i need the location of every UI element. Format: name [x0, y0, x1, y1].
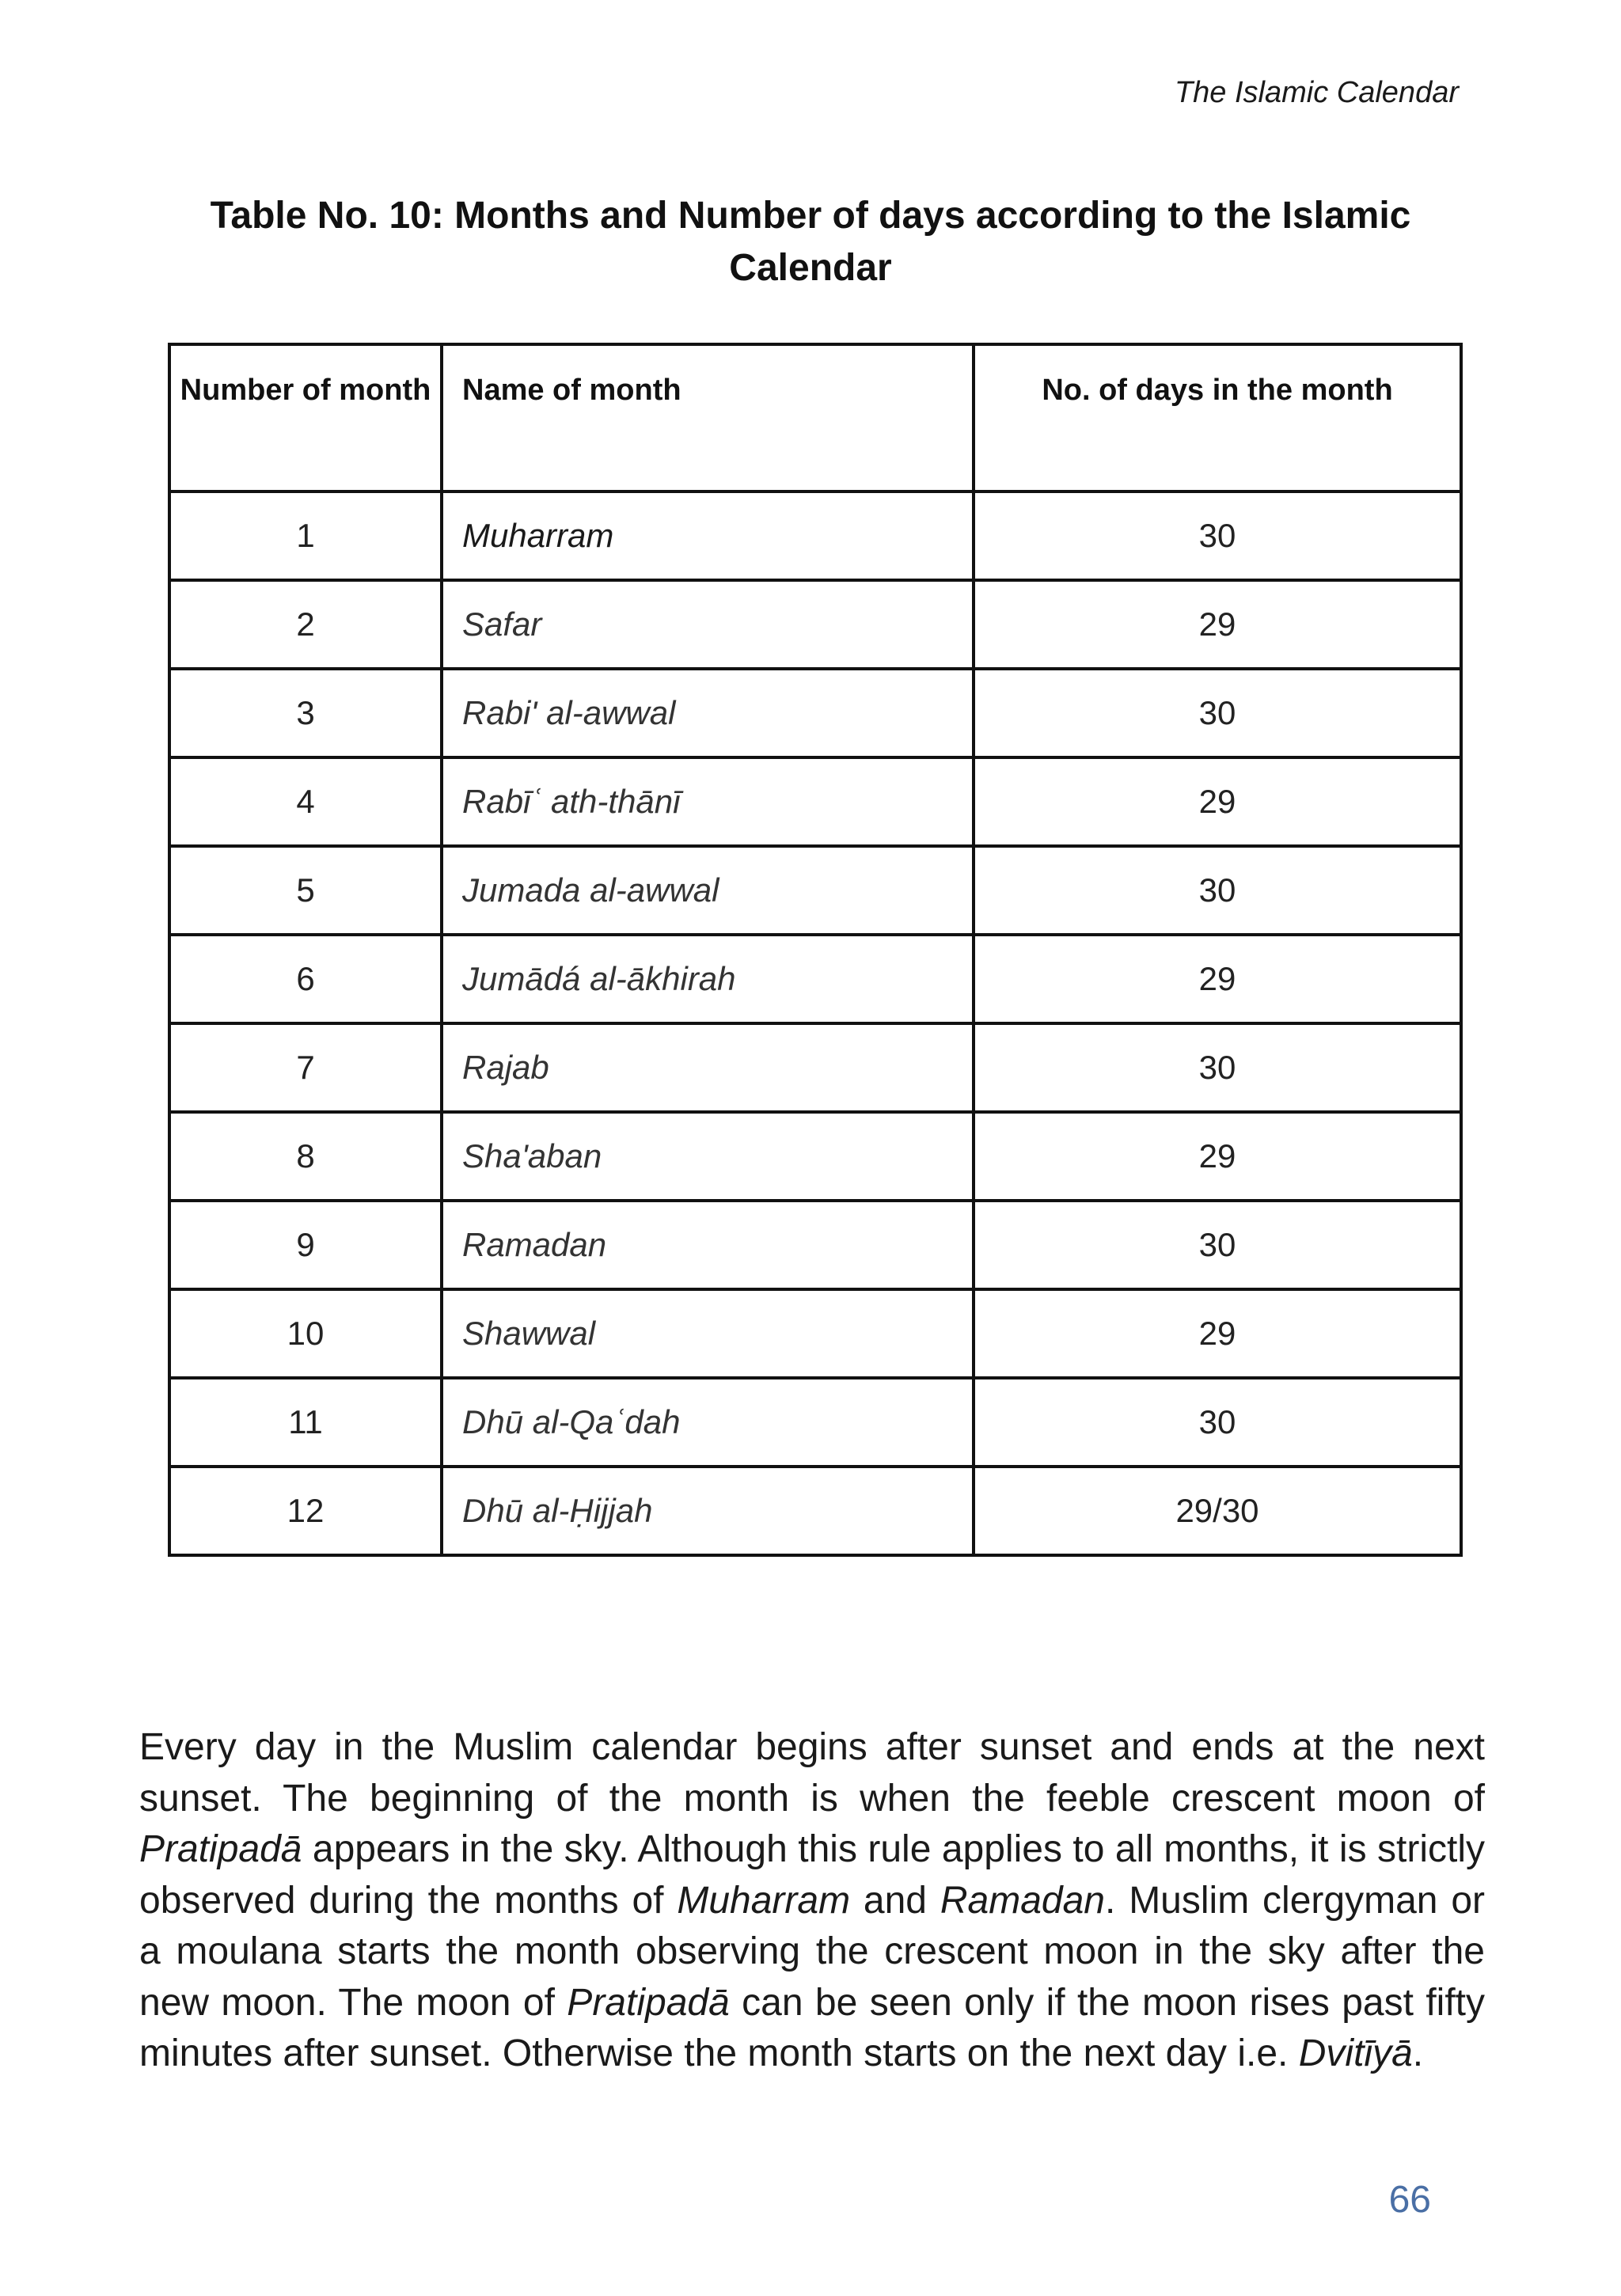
month-number: 10: [169, 1289, 442, 1378]
month-days: 30: [974, 491, 1461, 580]
table-row: [169, 846, 1461, 935]
month-number: 9: [169, 1201, 442, 1289]
month-name: Dhū al-Qaʿdah: [442, 1378, 974, 1467]
paragraph-text: Every day in the Muslim calendar begins after sunset and ends at the next sunset. The beginning of the month is when the feeble crescent moon of: [139, 1726, 1485, 1820]
month-days: 30: [974, 846, 1461, 935]
month-days: 29: [974, 1112, 1461, 1201]
month-name: Muharram: [442, 491, 974, 580]
month-days: 30: [974, 669, 1461, 757]
table-row: [169, 491, 1461, 580]
body-paragraph: [139, 1722, 1485, 2080]
month-name: Ramadan: [442, 1201, 974, 1289]
table-row: [169, 1201, 1461, 1289]
table-row: [169, 1378, 1461, 1467]
table-row: [169, 935, 1461, 1023]
month-name: Jumada al-awwal: [442, 846, 974, 935]
month-name: Rabīʿ ath-thānī: [442, 757, 974, 846]
month-days: 30: [974, 1201, 1461, 1289]
month-days: 29/30: [974, 1467, 1461, 1555]
table-row: [169, 1289, 1461, 1378]
month-number: 4: [169, 757, 442, 846]
term-muharram: Muharram: [677, 1879, 851, 1922]
table-title: Table No. 10: Months and Number of days according to the Islamic Calendar: [210, 195, 1411, 289]
month-number: 7: [169, 1023, 442, 1112]
month-name: Shawwal: [442, 1289, 974, 1378]
month-days: 29: [974, 935, 1461, 1023]
month-number: 5: [169, 846, 442, 935]
running-header: The Islamic Calendar: [1174, 76, 1459, 109]
months-table: [168, 343, 1463, 1557]
month-number: 12: [169, 1467, 442, 1555]
month-name: Jumādá al-ākhirah: [442, 935, 974, 1023]
month-days: 30: [974, 1023, 1461, 1112]
column-header-days: No. of days in the month: [974, 344, 1461, 491]
month-days: 29: [974, 580, 1461, 669]
month-days: 29: [974, 757, 1461, 846]
table-row: [169, 1467, 1461, 1555]
month-number: 8: [169, 1112, 442, 1201]
paragraph-text: can be seen only if the moon rises past fifty minutes after sunset. Otherwise the month starts on the next day i.e.: [139, 1981, 1485, 2074]
term-dvitiya: Dvitīyā: [1298, 2032, 1413, 2074]
column-header-number: Number of month: [169, 344, 442, 491]
table-row: [169, 1112, 1461, 1201]
month-number: 3: [169, 669, 442, 757]
month-name: Safar: [442, 580, 974, 669]
table-row: [169, 669, 1461, 757]
term-ramadan: Ramadan: [940, 1879, 1105, 1922]
month-name: Dhū al-Ḥijjah: [442, 1467, 974, 1555]
paragraph-text: .: [1412, 2032, 1424, 2074]
term-pratipada: Pratipadā: [567, 1981, 730, 2024]
table-row: [169, 1023, 1461, 1112]
month-number: 11: [169, 1378, 442, 1467]
paragraph-text: and: [850, 1879, 940, 1922]
month-number: 1: [169, 491, 442, 580]
month-number: 2: [169, 580, 442, 669]
page-number: 66: [1388, 2179, 1431, 2221]
month-name: Sha'aban: [442, 1112, 974, 1201]
month-name: Rabi' al-awwal: [442, 669, 974, 757]
table-header-row: [169, 344, 1461, 491]
month-number: 6: [169, 935, 442, 1023]
month-name: Rajab: [442, 1023, 974, 1112]
column-header-name: Name of month: [442, 344, 974, 491]
term-pratipada: Pratipadā: [139, 1828, 302, 1870]
paragraph-text: . Muslim clergyman or a moulana starts the month observing the crescent moon in the sky after the new moon. The moon of: [139, 1879, 1485, 2024]
table-row: [169, 580, 1461, 669]
paragraph-text: appears in the sky. Although this rule applies to all months, it is strictly observed during the months of: [139, 1828, 1485, 1922]
month-days: 29: [974, 1289, 1461, 1378]
table-row: [169, 757, 1461, 846]
month-days: 30: [974, 1378, 1461, 1467]
